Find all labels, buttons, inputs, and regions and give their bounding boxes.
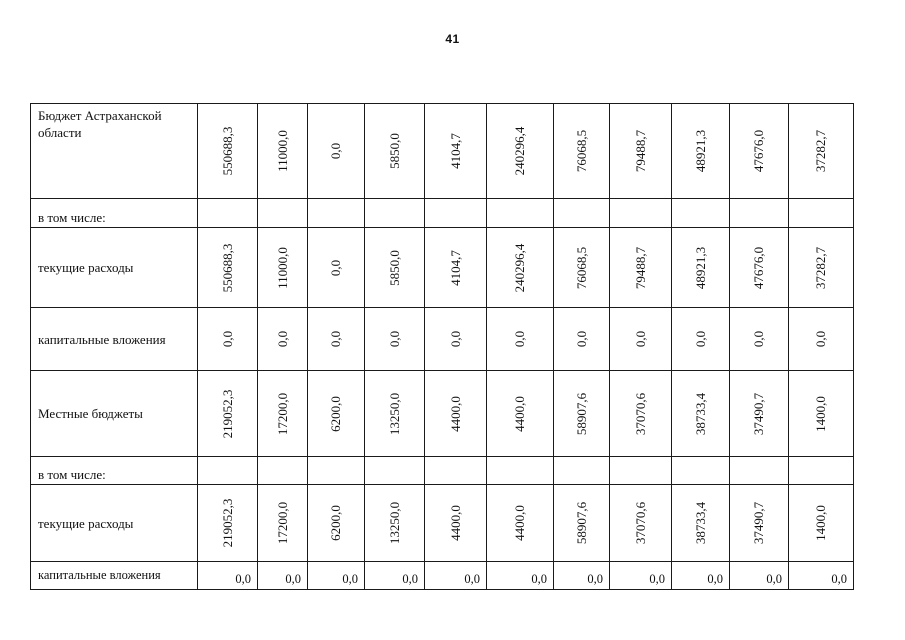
cell-value: 38733,4 xyxy=(692,501,708,545)
value-cell: 0,0 xyxy=(487,562,554,590)
value-cell xyxy=(308,371,365,457)
cell-value: 47676,0 xyxy=(751,246,766,289)
value-cell xyxy=(425,485,487,562)
row-capital-investments-2 xyxy=(31,562,854,590)
value-cell xyxy=(425,308,487,371)
cell-value: 76068,5 xyxy=(573,129,589,173)
cell-value: 37490,7 xyxy=(751,501,766,545)
row-astrakhan-budget xyxy=(31,104,854,199)
value-cell: 0,0 xyxy=(308,562,365,590)
row-including-1 xyxy=(31,199,854,228)
cell-value: 0,0 xyxy=(751,330,766,348)
row-local-budgets xyxy=(31,371,854,457)
empty-cell xyxy=(610,199,672,228)
row-current-expenses-2 xyxy=(31,485,854,562)
row-label: текущие расходы xyxy=(31,228,198,308)
empty-cell xyxy=(672,457,730,485)
value-cell xyxy=(365,485,425,562)
value-cell xyxy=(425,104,487,199)
value-cell xyxy=(258,104,308,199)
cell-value: 79488,7 xyxy=(632,246,648,289)
value-cell xyxy=(258,485,308,562)
cell-value: 5850,0 xyxy=(386,133,402,169)
cell-value: 4104,7 xyxy=(447,249,463,286)
empty-cell xyxy=(308,457,365,485)
cell-value: 0,0 xyxy=(328,142,343,160)
empty-cell xyxy=(554,199,610,228)
row-label: капитальные вложения xyxy=(31,562,198,590)
cell-value: 0,0 xyxy=(447,330,463,348)
empty-cell xyxy=(258,457,308,485)
empty-cell xyxy=(365,199,425,228)
value-cell: 0,0 xyxy=(672,562,730,590)
value-cell xyxy=(554,371,610,457)
value-cell xyxy=(198,228,258,308)
value-cell xyxy=(308,228,365,308)
budget-table xyxy=(30,103,854,590)
value-cell xyxy=(789,104,854,199)
value-cell: 0,0 xyxy=(425,562,487,590)
value-cell: 0,0 xyxy=(554,562,610,590)
cell-value: 1400,0 xyxy=(813,395,828,432)
empty-cell xyxy=(730,199,789,228)
value-cell xyxy=(610,371,672,457)
value-cell xyxy=(789,308,854,371)
cell-value: 48921,3 xyxy=(692,246,708,289)
empty-cell xyxy=(554,457,610,485)
value-cell: 0,0 xyxy=(365,562,425,590)
value-cell xyxy=(672,308,730,371)
cell-value: 0,0 xyxy=(813,330,828,348)
empty-cell xyxy=(487,199,554,228)
cell-value: 240296,4 xyxy=(512,243,527,292)
value-cell: 0,0 xyxy=(789,562,854,590)
value-cell xyxy=(610,104,672,199)
value-cell xyxy=(198,371,258,457)
cell-value: 17200,0 xyxy=(274,392,290,435)
empty-cell xyxy=(789,199,854,228)
value-cell xyxy=(258,371,308,457)
row-current-expenses-1 xyxy=(31,228,854,308)
cell-value: 0,0 xyxy=(632,330,648,348)
value-cell xyxy=(487,485,554,562)
value-cell xyxy=(672,371,730,457)
value-cell xyxy=(365,308,425,371)
cell-value: 0,0 xyxy=(512,330,527,348)
value-cell xyxy=(554,104,610,199)
empty-cell xyxy=(258,199,308,228)
row-label: текущие расходы xyxy=(31,485,198,562)
cell-value: 11000,0 xyxy=(274,130,290,172)
empty-cell xyxy=(610,457,672,485)
cell-value: 550688,3 xyxy=(219,126,235,176)
value-cell xyxy=(308,308,365,371)
empty-cell xyxy=(425,199,487,228)
cell-value: 37282,7 xyxy=(813,246,828,289)
value-cell: 0,0 xyxy=(730,562,789,590)
value-cell xyxy=(198,308,258,371)
cell-value: 58907,6 xyxy=(573,501,589,545)
value-cell xyxy=(610,485,672,562)
cell-value: 1400,0 xyxy=(813,505,828,541)
cell-value: 47676,0 xyxy=(751,129,766,173)
value-cell xyxy=(554,308,610,371)
cell-value: 4400,0 xyxy=(512,395,527,432)
cell-value: 17200,0 xyxy=(274,501,290,545)
value-cell xyxy=(672,485,730,562)
value-cell xyxy=(730,228,789,308)
cell-value: 0,0 xyxy=(328,259,343,276)
empty-cell xyxy=(198,457,258,485)
value-cell xyxy=(487,104,554,199)
value-cell xyxy=(789,485,854,562)
value-cell: 0,0 xyxy=(258,562,308,590)
cell-value: 58907,6 xyxy=(573,392,589,435)
cell-value: 38733,4 xyxy=(692,392,708,435)
table-body xyxy=(31,104,854,590)
cell-value: 240296,4 xyxy=(512,126,527,176)
cell-value: 6200,0 xyxy=(328,395,343,432)
empty-cell xyxy=(308,199,365,228)
row-label: в том числе: xyxy=(31,199,198,228)
value-cell xyxy=(610,308,672,371)
empty-cell xyxy=(198,199,258,228)
value-cell xyxy=(258,308,308,371)
value-cell xyxy=(365,228,425,308)
cell-value: 0,0 xyxy=(386,330,402,348)
value-cell xyxy=(610,228,672,308)
value-cell xyxy=(365,104,425,199)
cell-value: 6200,0 xyxy=(328,505,343,541)
value-cell xyxy=(554,228,610,308)
value-cell xyxy=(730,308,789,371)
row-label: в том числе: xyxy=(31,457,198,485)
cell-value: 79488,7 xyxy=(632,129,648,173)
row-label: капитальные вложения xyxy=(31,308,198,371)
empty-cell xyxy=(789,457,854,485)
value-cell xyxy=(258,228,308,308)
cell-value: 37490,7 xyxy=(751,392,766,435)
value-cell xyxy=(730,371,789,457)
cell-value: 13250,0 xyxy=(386,501,402,545)
value-cell: 0,0 xyxy=(610,562,672,590)
value-cell: 0,0 xyxy=(198,562,258,590)
value-cell xyxy=(789,371,854,457)
value-cell xyxy=(308,104,365,199)
cell-value: 4400,0 xyxy=(447,395,463,432)
value-cell xyxy=(308,485,365,562)
cell-value: 0,0 xyxy=(573,330,589,348)
page-number: 41 xyxy=(445,32,460,46)
value-cell xyxy=(198,104,258,199)
row-capital-investments-1 xyxy=(31,308,854,371)
value-cell xyxy=(198,485,258,562)
cell-value: 550688,3 xyxy=(219,243,235,292)
value-cell xyxy=(730,104,789,199)
cell-value: 0,0 xyxy=(219,330,235,348)
cell-value: 37070,6 xyxy=(632,392,648,435)
cell-value: 37070,6 xyxy=(632,501,648,545)
cell-value: 11000,0 xyxy=(274,246,290,289)
row-label: Бюджет Астраханской области xyxy=(31,104,198,199)
row-including-2 xyxy=(31,457,854,485)
value-cell xyxy=(425,228,487,308)
cell-value: 0,0 xyxy=(692,330,708,348)
value-cell xyxy=(789,228,854,308)
value-cell xyxy=(487,228,554,308)
value-cell xyxy=(554,485,610,562)
cell-value: 48921,3 xyxy=(692,129,708,173)
cell-value: 4104,7 xyxy=(447,133,463,169)
cell-value: 76068,5 xyxy=(573,246,589,289)
cell-value: 219052,3 xyxy=(219,498,235,548)
empty-cell xyxy=(365,457,425,485)
value-cell xyxy=(365,371,425,457)
cell-value: 4400,0 xyxy=(447,505,463,541)
cell-value: 4400,0 xyxy=(512,505,527,541)
value-cell xyxy=(672,228,730,308)
cell-value: 0,0 xyxy=(328,330,343,348)
cell-value: 5850,0 xyxy=(386,249,402,286)
cell-value: 219052,3 xyxy=(219,389,235,438)
empty-cell xyxy=(672,199,730,228)
value-cell xyxy=(487,308,554,371)
row-label: Местные бюджеты xyxy=(31,371,198,457)
value-cell xyxy=(425,371,487,457)
empty-cell xyxy=(730,457,789,485)
cell-value: 0,0 xyxy=(274,330,290,348)
empty-cell xyxy=(487,457,554,485)
cell-value: 13250,0 xyxy=(386,392,402,435)
empty-cell xyxy=(425,457,487,485)
value-cell xyxy=(487,371,554,457)
value-cell xyxy=(730,485,789,562)
cell-value: 37282,7 xyxy=(813,129,828,173)
value-cell xyxy=(672,104,730,199)
